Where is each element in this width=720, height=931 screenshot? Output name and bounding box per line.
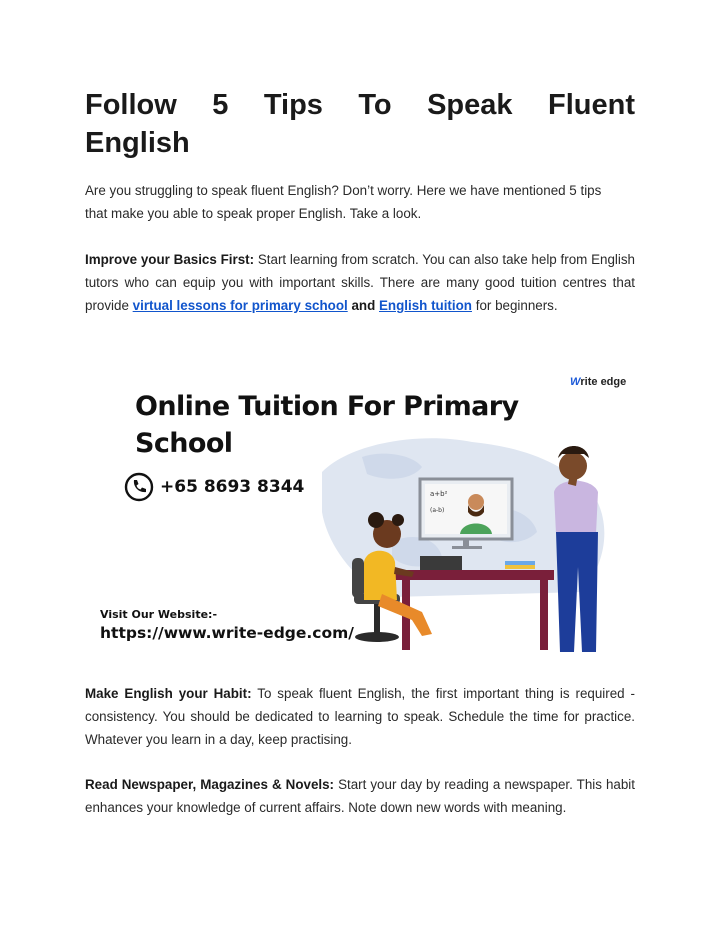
svg-text:(a-b): (a-b) — [430, 507, 445, 514]
english-tuition-link[interactable]: English tuition — [379, 298, 472, 313]
tip-read-heading: Read Newspaper, Magazines & Novels: — [85, 777, 335, 792]
banner-heading: Online Tuition For Primary School — [135, 391, 519, 459]
title-line-1 — [85, 86, 635, 124]
tip-read-text: Start your day by reading a newspaper. This habit enhances your knowledge of current affairs. Note down new words with meaning. — [85, 777, 635, 815]
tuition-banner-image — [92, 362, 629, 654]
title-word: Speak — [427, 89, 513, 121]
tip-basics-heading: Improve your Basics First: — [85, 252, 255, 267]
tip-habit-heading: Make English your Habit: — [85, 686, 252, 701]
tip-habit-text: To speak fluent English, the first important thing is required - consistency. You should be dedicated to learning to speak. Schedule the time for practice. Whatever you learn in a day, keep practising. — [85, 686, 635, 747]
svg-text:a+b²: a+b² — [430, 490, 448, 498]
tip-read-paragraph — [85, 773, 635, 819]
visit-website-label: Visit Our Website:- — [100, 608, 218, 621]
desk-illustration — [394, 556, 554, 650]
phone-number: +65 8693 8344 — [160, 477, 305, 497]
teacher-screen-illustration — [420, 479, 512, 549]
page-title — [85, 86, 635, 162]
title-line-2: English — [85, 127, 190, 159]
title-word: 5 — [212, 89, 229, 121]
tip-basics-paragraph — [85, 248, 635, 317]
tip-basics-joiner: and — [351, 298, 376, 313]
tip-basics-text-1: Start learning from scratch. You can also take help from English tutors who can equip you with important skills. There are many good tuition centres that provide — [85, 252, 635, 313]
write-edge-logo: Write edge — [570, 376, 627, 388]
intro-paragraph — [85, 179, 635, 225]
tip-basics-text-2: for beginners. — [475, 298, 558, 313]
website-url: https://www.write-edge.com/ — [100, 624, 354, 642]
phone-icon — [124, 472, 154, 502]
title-word: Follow — [85, 89, 177, 121]
intro-line-1: Are you struggling to speak fluent English? Don’t worry. Here we have mentioned 5 tips — [85, 183, 602, 198]
virtual-lessons-link[interactable]: virtual lessons for primary school — [132, 298, 348, 313]
intro-line-2: that make you able to speak proper English. Take a look. — [85, 206, 422, 221]
tip-habit-paragraph — [85, 682, 635, 751]
title-word: Fluent — [547, 89, 635, 121]
title-word: To — [358, 89, 392, 121]
banner-phone — [124, 472, 304, 502]
title-word: Tips — [263, 89, 323, 121]
